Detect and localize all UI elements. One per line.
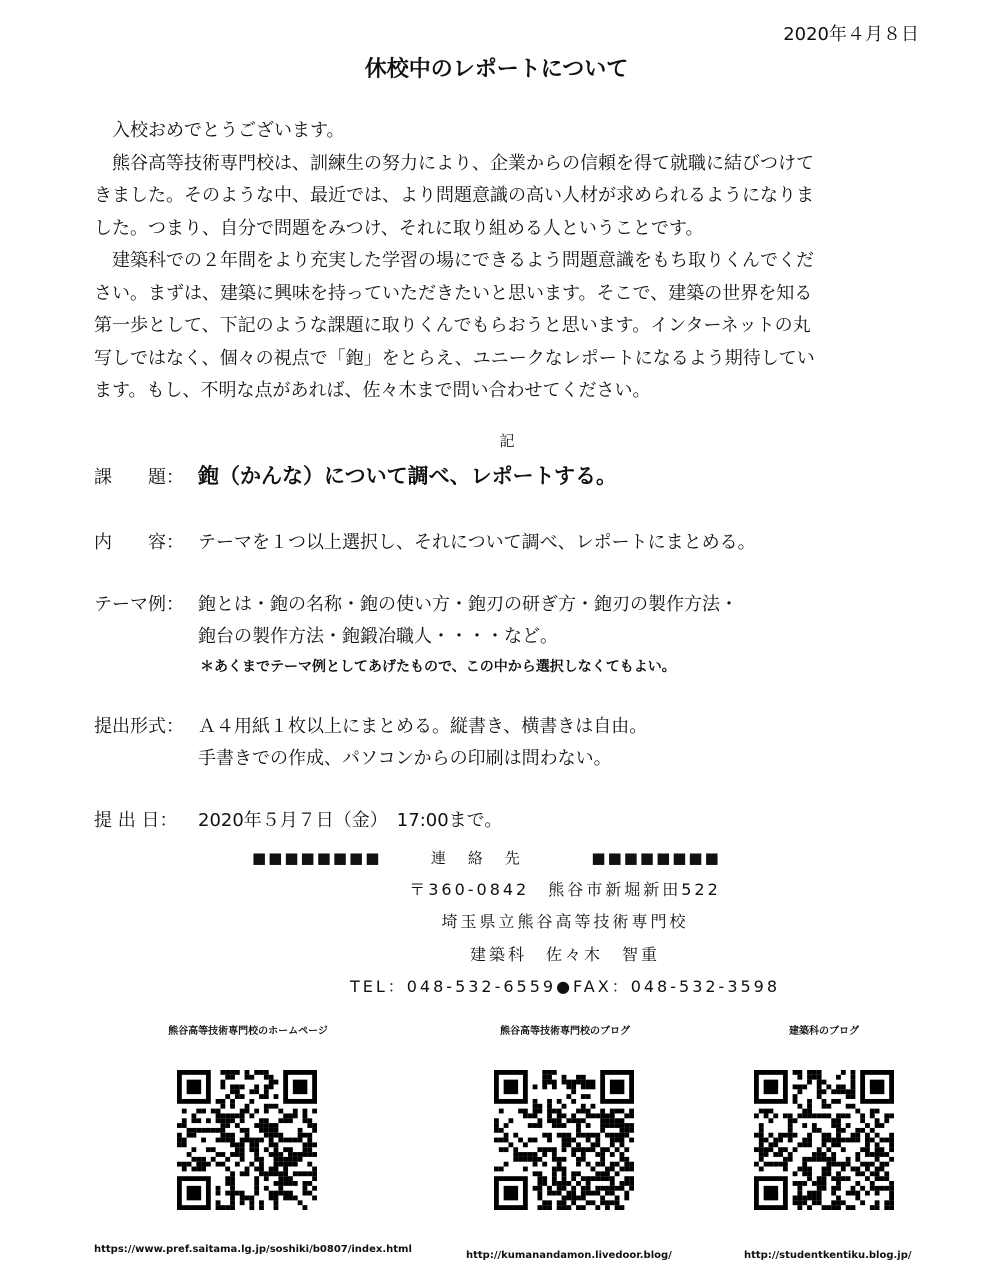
qr-code-icon[interactable]: [754, 1070, 894, 1210]
assignment-value: 鉋（かんな）について調べ、レポートする。: [198, 464, 617, 488]
intro-line: 熊谷高等技術専門校は、訓練生の努力により、企業からの信頼を得て就職に結びつけて: [94, 152, 814, 174]
intro-line: した。つまり、自分で問題をみつけ、それに取り組める人ということです。: [94, 217, 704, 239]
content-row: [94, 528, 756, 554]
qr-title-architecture-blog: 建築科のブログ: [789, 1026, 859, 1037]
intro-line: ます。もし、不明な点があれば、佐々木まで問い合わせてください。: [94, 380, 651, 401]
contact-heading: [252, 847, 721, 868]
assignment-label: 課 題：: [94, 467, 184, 488]
theme-line-1: 鉋とは・鉋の名称・鉋の使い方・鉋刃の研ぎ方・鉋刃の製作方法・: [198, 594, 738, 615]
homepage-url[interactable]: https://www.pref.saitama.lg.jp/soshiki/b0807/index.html: [94, 1244, 412, 1255]
format-row: [94, 712, 647, 738]
theme-note: ＊あくまでテーマ例としてあげたもので、この中から選択しなくてもよい。: [200, 659, 676, 675]
intro-line: 建築科での２年間をより充実した学習の場にできるよう問題意識をもち取りくんでくだ: [94, 250, 814, 271]
contact-person: 建築科 佐々木 智重: [469, 945, 660, 964]
contact-heading-label: 連絡先: [430, 849, 542, 867]
intro-line: きました。そのような中、最近では、より問題意識の高い人材が求められるようになりま: [94, 185, 814, 206]
intro-line: 写しではなく、個々の視点で「鉋」をとらえ、ユニークなレポートになるよう期待してい: [94, 347, 815, 369]
theme-label: テーマ例：: [94, 594, 184, 615]
intro-line: さい。まずは、建築に興味を持っていただきたいと思います。そこで、建築の世界を知る: [94, 282, 813, 304]
intro-paragraph: [94, 115, 924, 408]
qr-code-icon[interactable]: [177, 1070, 317, 1210]
content-label: 内 容：: [94, 532, 184, 553]
ki-heading: 記: [499, 432, 515, 450]
qr-title-school-blog: 熊谷高等技術専門校のブログ: [500, 1026, 630, 1037]
contact-address: 〒360-0842 熊谷市新堀新田522: [409, 880, 721, 899]
contact-phone-fax: TEL：048-532-6559●FAX：048-532-3598: [349, 977, 781, 996]
qr-code-icon[interactable]: [494, 1070, 634, 1210]
intro-line: 第一歩として、下記のような課題に取りくんでもらおうと思います。インターネットの丸: [94, 315, 811, 336]
content-value: テーマを１つ以上選択し、それについて調べ、レポートにまとめる。: [198, 532, 756, 553]
deadline-label: 提 出 日：: [94, 810, 178, 831]
qr-title-homepage: 熊谷高等技術専門校のホームページ: [168, 1026, 328, 1037]
deadline-row: [94, 806, 502, 832]
school-blog-url[interactable]: http://kumanandamon.livedoor.blog/: [466, 1250, 672, 1261]
format-line-2: 手書きでの作成、パソコンからの印刷は問わない。: [198, 748, 612, 769]
architecture-blog-url[interactable]: http://studentkentiku.blog.jp/: [744, 1250, 912, 1261]
intro-line: 入校おめでとうございます。: [94, 120, 345, 141]
assignment-row: [94, 460, 617, 490]
contact-school: 埼玉県立熊谷高等技術専門校: [441, 912, 689, 931]
page-title: 休校中のレポートについて: [364, 57, 629, 82]
contact-squares-right: ■■■■■■■■: [591, 849, 721, 867]
format-line-1: Ａ４用紙１枚以上にまとめる。縦書き、横書きは自由。: [198, 716, 648, 737]
deadline-value: 2020年５月７日（金） 17:00まで。: [198, 810, 503, 831]
document-date: 2020年４月８日: [783, 24, 919, 45]
theme-row: [94, 590, 738, 616]
theme-line-2: 鉋台の製作方法・鉋鍛冶職人・・・・など。: [198, 626, 558, 647]
contact-squares-left: ■■■■■■■■: [252, 849, 382, 867]
format-label: 提出形式：: [94, 716, 184, 737]
